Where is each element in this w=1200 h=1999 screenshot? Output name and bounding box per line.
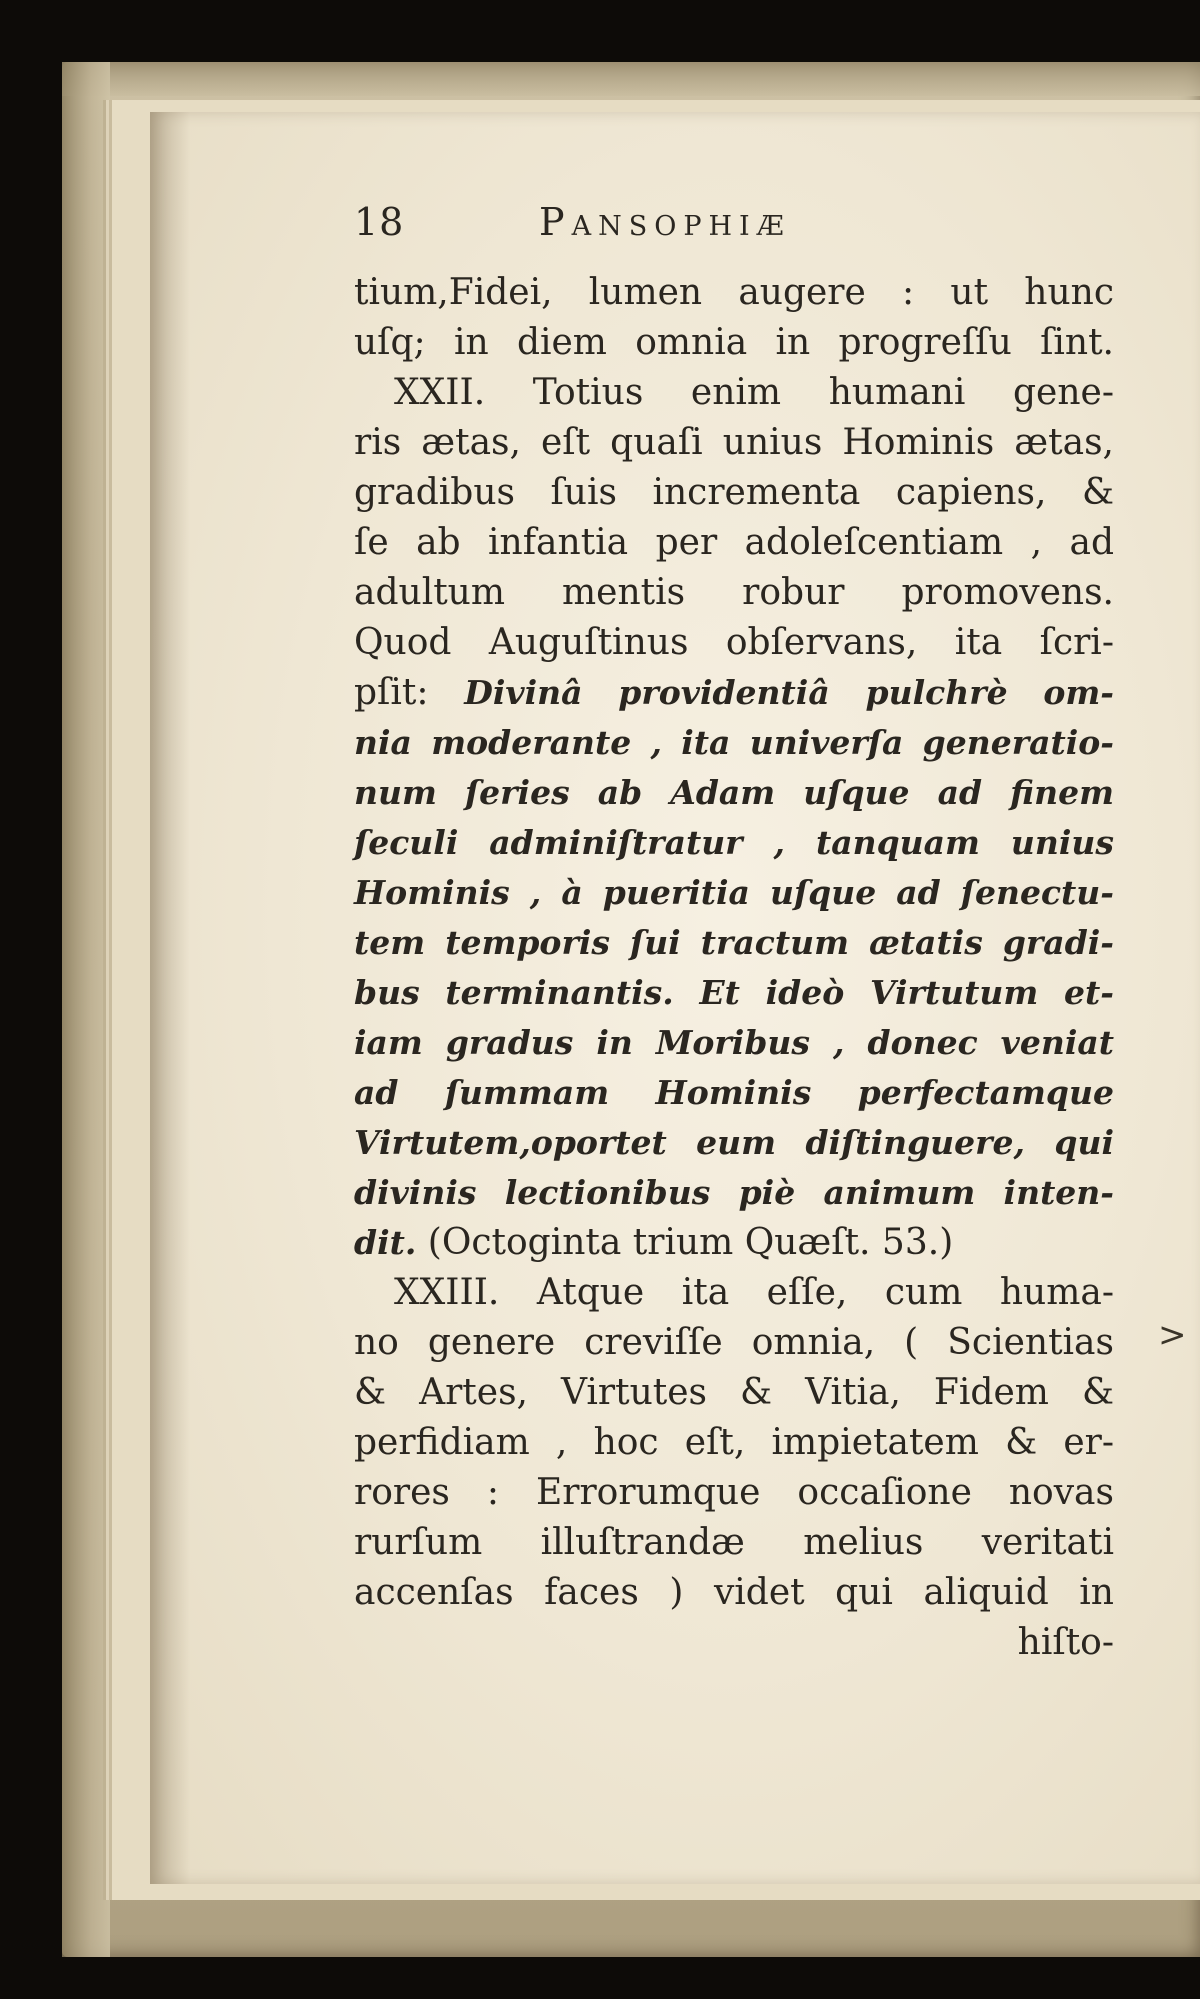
margin-mark: > (1158, 1315, 1187, 1355)
page-text (354, 200, 1114, 1668)
cover-edge-top (62, 62, 1200, 96)
text-line: tium,Fidei, lumen augere : ut hunc (354, 272, 1114, 313)
quotation-line: num ſeries ab Adam uſque ad finem (354, 773, 1114, 812)
text-span: pſit: (354, 672, 465, 713)
text-line (354, 668, 1114, 718)
quotation-span: dit. (354, 1223, 417, 1262)
quotation-line: divinis lectionibus piè animum inten- (354, 1173, 1114, 1212)
quotation-line: Hominis , à pueritia uſque ad ſenectu- (354, 873, 1114, 912)
quotation-line: ad ſummam Hominis perfectamque (354, 1073, 1114, 1112)
citation-span: (Octoginta trium Quæſt. 53.) (416, 1222, 954, 1263)
quotation-span: Divinâ providentiâ pulchrè om- (464, 673, 1115, 712)
page-number: 18 (354, 200, 405, 244)
text-line (354, 1218, 1114, 1268)
text-line: XXIII. Atque ita eſſe, cum huma- (394, 1272, 1114, 1313)
text-line: rurſum illuſtrandæ melius veritati (354, 1522, 1114, 1563)
quotation-line: ſeculi adminiſtratur , tanquam unius (354, 823, 1114, 862)
text-line: Quod Auguſtinus obſervans, ita ſcri- (354, 622, 1114, 663)
text-line: accenſas faces ) videt qui aliquid in (354, 1572, 1114, 1613)
text-line: no genere creviſſe omnia, ( Scientias (354, 1322, 1114, 1363)
text-line: XXII. Totius enim humani gene- (394, 372, 1114, 413)
text-line: adultum mentis robur promovens. (354, 572, 1114, 613)
running-title: Pansophiæ (539, 200, 791, 244)
text-line: ris ætas, eſt quaſi unius Hominis ætas, (354, 422, 1114, 463)
text-line: rores : Errorumque occaſione novas (354, 1472, 1114, 1513)
text-line: uſq; in diem omnia in progreſſu ſint. (354, 322, 1114, 363)
quotation-line: tem temporis ſui tractum ætatis gradi- (354, 923, 1114, 962)
text-line: ſe ab infantia per adoleſcentiam , ad (354, 522, 1114, 563)
cover-edge-left (62, 62, 110, 1957)
quotation-line: bus terminantis. Et ideò Virtutum et- (354, 973, 1114, 1012)
text-line: gradibus ſuis incrementa capiens, & (354, 472, 1114, 513)
quotation-line: nia moderante , ita univerſa generatio- (354, 723, 1114, 762)
gutter-shadow (150, 112, 190, 1884)
catchword: hiſto- (1017, 1622, 1114, 1663)
text-line: perfidiam , hoc eſt, impietatem & er- (354, 1422, 1114, 1463)
text-line: & Artes, Virtutes & Vitia, Fidem & (354, 1372, 1114, 1413)
quotation-line: Virtutem,oportet eum diſtinguere, qui (354, 1123, 1114, 1162)
quotation-line: iam gradus in Moribus , donec veniat (354, 1023, 1114, 1062)
running-head (354, 200, 1114, 268)
